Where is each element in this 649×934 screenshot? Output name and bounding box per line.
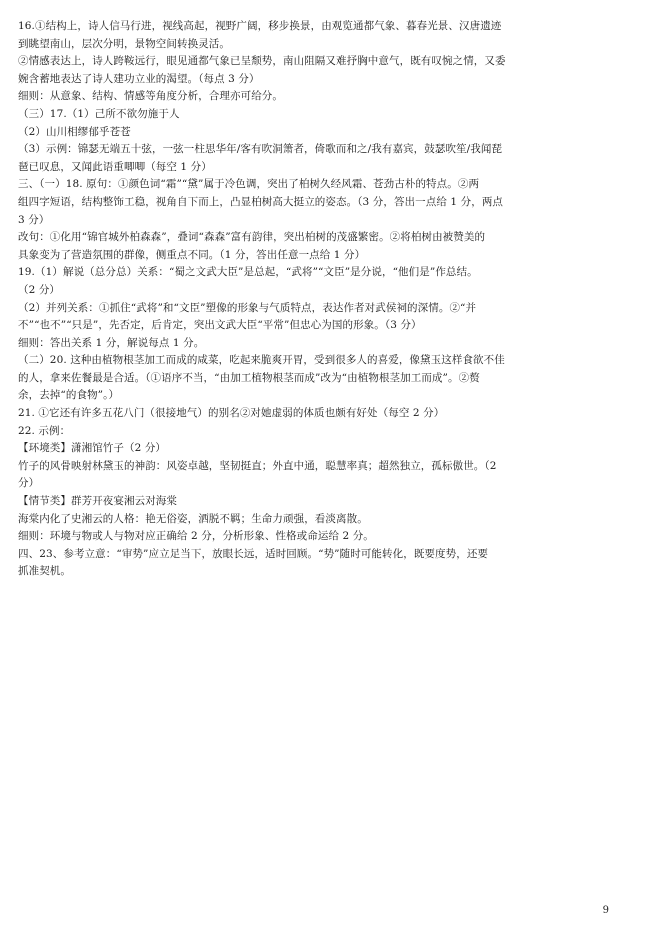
text-line: （2）并列关系：①抓住“武将”和“文臣”塑像的形象与气质特点，表达作者对武侯祠的深情。②“并	[18, 301, 477, 314]
text-line: 三、（一）18. 原句：①颜色词“霜”“黛”属于冷色调，突出了柏树久经风霜、苍劲古朴的特点。②两	[18, 178, 480, 191]
text-line: 细则：环境与物或人与物对应正确给 2 分，分析形象、性格或命运给 2 分。	[18, 530, 374, 543]
text-line: （3）示例：锦瑟无端五十弦，一弦一柱思华年/客有吹洞箫者，倚歌而和之/我有嘉宾，鼓瑟吹笙/我闻琵	[18, 143, 503, 156]
text-line: 四、23、参考立意：“审势”应立足当下，放眼长远，适时回顾。“势”随时可能转化，既要度势，还要	[18, 547, 489, 560]
text-line: 【环境类】潇湘馆竹子（2 分）	[18, 442, 167, 455]
text-line: 琶已叹息，又闻此语重唧唧（每空 1 分）	[18, 160, 212, 173]
text-line: （三）17.（1）己所不欲勿施于人	[18, 107, 180, 120]
text-line: 具象变为了营造氛围的群像，侧重点不同。（1 分，答出任意一点给 1 分）	[18, 248, 366, 261]
text-line: 的人，拿来佐餐最是合适。（①语序不当，“由加工植物根茎而成”改为“由植物根茎加工而成”。②赘	[18, 371, 480, 384]
text-line: 细则：从意象、结构、情感等角度分析，合理亦可给分。	[18, 90, 283, 103]
text-line: 22. 示例：	[18, 424, 71, 437]
text-line: 16.①结构上，诗人信马行进，视线高起，视野广阔，移步换景，由观览通都气象、暮春光景、汉唐遗迹	[18, 20, 502, 32]
text-line: 组四字短语，结构整饰工稳，视角自下而上，凸显柏树高大挺立的姿态。（3 分，答出一点给 1 分，两点	[18, 195, 504, 208]
text-line: （二）20. 这种由植物根茎加工而成的咸菜，吃起来脆爽开胃，受到很多人的喜爱，像黛玉这样食欲不佳	[18, 354, 505, 367]
text-line: 细则：答出关系 1 分，解说每点 1 分。	[18, 336, 205, 349]
text-line: 分）	[18, 477, 40, 490]
text-line: 【情节类】群芳开夜宴湘云对海棠	[18, 495, 177, 508]
text-line: 余，去掉“的食物”。）	[18, 389, 120, 402]
text-line: 竹子的风骨映射林黛玉的神韵：风姿卓越，坚韧挺直；外直中通，聪慧率真；超然独立，孤标傲世。（2	[18, 459, 497, 472]
text-line: 19.（1）解说（总分总）关系：“蜀之文武大臣”是总起，“武将”“文臣”是分说，“他们是”作总结。	[18, 266, 478, 279]
text-line: 到眺望南山，层次分明，景物空间转换灵活。	[18, 37, 230, 50]
text-line: 3 分）	[18, 213, 50, 226]
text-line: 海棠内化了史湘云的人格：艳无俗姿，洒脱不羁；生命力顽强，看淡离散。	[18, 512, 368, 525]
text-line: 21. ①它还有许多五花八门（很接地气）的别名②对她虚弱的体质也颇有好处（每空 2 分）	[18, 407, 445, 420]
answer-key-body	[18, 18, 618, 581]
page-number: 9	[602, 905, 609, 916]
text-line: 抓准契机。	[18, 565, 71, 578]
text-line: （2）山川相缪郁乎苍苍	[18, 125, 131, 138]
text-line: 不”“也不”“只是”，先否定，后肯定，突出文武大臣“平常”但忠心为国的形象。（3 分）	[18, 319, 422, 332]
text-line: ②情感表达上，诗人跨鞍远行，眼见通都气象已呈颓势，南山阻隔又难抒胸中意气，既有叹惋之情，又委	[18, 55, 506, 68]
text-line: （2 分）	[18, 283, 61, 296]
text-line: 婉含蓄地表达了诗人建功立业的渴望。（每点 3 分）	[18, 72, 260, 85]
text-line: 改句：①化用“锦官城外柏森森”，叠词“森森”富有韵律，突出柏树的茂盛繁密。②将柏树由被赞美的	[18, 231, 486, 244]
